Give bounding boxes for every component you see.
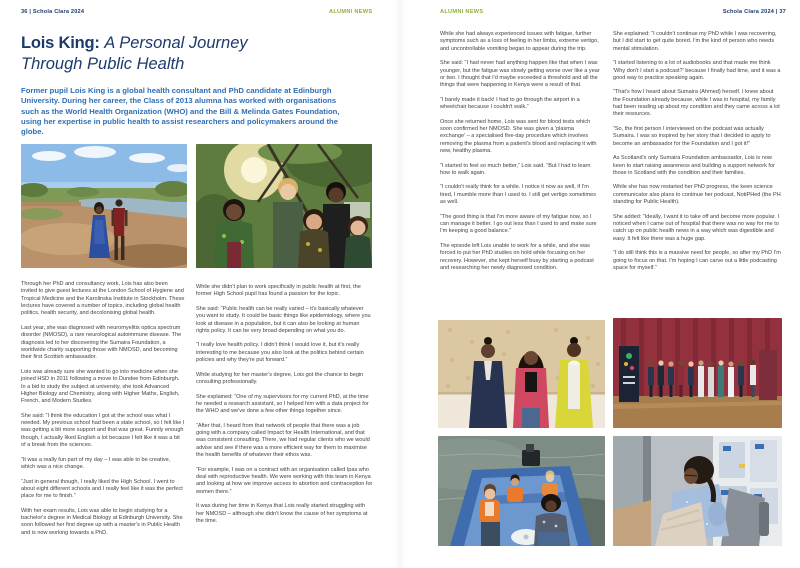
folio-left: 36 | Schola Clara 2024 — [21, 9, 85, 15]
paragraph: While studying for her master's degree, Lois got the chance to begin consulting professionally. — [196, 371, 364, 385]
paragraph: Once she returned home, Lois was sent for blood tests which soon confirmed her NMOSD. She was given a 'plasma exchange' – a specialised five-day procedure which involves removing the plasma from a patient's blood and replacing it with new, healthy plasma. — [440, 118, 597, 155]
photo-friends-art — [196, 144, 372, 268]
photo-kenya — [21, 144, 187, 268]
photo-hospital — [613, 436, 782, 546]
paragraph: Through her PhD and consultancy work, Lois has also been invited to give guest lectures at the London School of Hygiene and Tropical Medicine and the Karolinska Institute in Stockholm. These lectures have covered a number of topics, including global health politics, health security, and decolonising global health. — [21, 281, 185, 317]
article-title — [21, 33, 303, 74]
article-standfirst: Former pupil Lois King is a global health consultant and PhD candidate at Edinburgh University. During her career, the Class of 2013 alumna has worked with organisations such as the World Health Organization (WHO) and the Bill & Melinda Gates Foundation, using her expertise in public health to assist researchers and policymakers around the globe. — [21, 86, 340, 137]
left-column-2 — [196, 284, 373, 532]
article-title-subtitle: A Personal Journey Through Public Health — [21, 34, 248, 73]
photo-boat — [438, 436, 605, 546]
paragraph: “I started listening to a lot of audiobooks and that made me think 'Why don't I start a podcast?' because I finally had time, and it was a good way to practice speaking again. — [613, 60, 781, 81]
photo-hospital-art — [613, 436, 782, 546]
paragraph: While she has now restarted her PhD progress, the keen science communicator also plans to continue her podcast, NotiPHed (the PH standing for Public Health). — [613, 184, 781, 206]
paragraph: “The good thing is that I'm more aware of my fatigue now, so I can manage it better. I go out less than I used to and make sure I'm keeping a good balance.” — [440, 213, 597, 235]
paragraph: “For example, I was on a contract with an organisation called Ipas who deal with reproductive health. We were working with this team in Kenya and looking at how we improve access to abortion and contraception for women there.” — [196, 466, 373, 495]
paragraph: “So, the first person I interviewed on the podcast was actually Sumaira. I was so inspired by her story that I decided to apply to become an ambassador for the Foundation and I got it!” — [613, 126, 771, 147]
paragraph: “I started to feel so much better,” Lois said. “But I had to learn how to walk again. — [440, 162, 591, 176]
paragraph: While she didn't plan to work specifically in public health at first, the former High School pupil has found a passion for the topic. — [196, 284, 361, 298]
paragraph: Last year, she was diagnosed with neuromyelitis optica spectrum disorder (NMOSD), a rare neurological autoimmune disease. The diagnosis led to her discovering the Sumaira Foundation, a worldwide charity supporting those with NMOSD, and becoming their first Scottish ambassador. — [21, 324, 182, 361]
photo-stage-art — [613, 318, 782, 428]
section-label-left: ALUMNI NEWS — [329, 9, 373, 15]
right-column-1 — [440, 31, 600, 279]
right-column-2 — [613, 31, 781, 279]
paragraph: She added: “Ideally, I want it to take off and become more popular. I noticed when I came out of hospital that there was no way for me to catch up on public health news in a way which was digestible and easy. It felt like there was a huge gap. — [613, 213, 779, 242]
article-title-name: Lois King: — [21, 34, 100, 52]
photo-event — [438, 320, 605, 428]
paragraph: She said: “I think the education I got at the school was what I needed. My previous school had been a state school, so I felt like I was getting a bit more support and that was great. Funnily enough though, I actually liked English a lot because I felt like it was a bit of a break from the sciences. — [21, 412, 185, 449]
page-gutter — [394, 0, 406, 568]
paragraph: It was during her time in Kenya that Lois really started struggling with her NMOSD – although she didn't know the cause of her symptoms at the time. — [196, 503, 368, 524]
photo-event-art — [438, 320, 605, 428]
photo-boat-art — [438, 436, 605, 546]
paragraph: The episode left Lois unable to work for a while, and she was forced to put her PhD studies on hold while focusing on her recovery. However, she kept herself busy by starting a podcast and researching her newly diagnosed condition. — [440, 242, 594, 271]
paragraph: As Scotland's only Sumaira Foundation ambassador, Lois is now keen to start raising awareness and building a support network for those in Scotland with the condition and their families. — [613, 155, 775, 176]
paragraph: “I couldn't really think for a while. I notice it now as well, if I'm tired, I mumble more than I used to. I still get vertigo sometimes as well. — [440, 184, 596, 206]
paragraph: “It was a really fun part of my day – I was able to be creative, which was a nice change. — [21, 456, 171, 470]
paragraph: While she had always experienced issues with fatigue, further symptoms such as a loss of feeling in her limbs, extreme vertigo, and uncontrollable vomiting began to appear during the trip. — [440, 31, 599, 52]
paragraph: “I do still think this is a massive need for people, so after my PhD I'm going to focus on that. I'm hoping I can carve out a little podcasting space for myself.” — [613, 250, 781, 271]
paragraph: She said: “Public health can be really varied – it's basically whatever you want to study. It could be basic things like epidemiology, where you look at disease in a population, but it can also be looking at human rights policy. It can be very broad depending on what you do. — [196, 305, 371, 334]
section-label-right: ALUMNI NEWS — [440, 9, 484, 15]
paragraph: She explained: “I couldn't continue my PhD while I was recovering, but I did start to get quite bored. I'm the kind of person who needs mental stimulation. — [613, 31, 777, 52]
paragraph: She said: “I had never had anything happen like that when I was younger, but the fatigue was slowly getting worse over like a year or two. I thought that I'd maybe exceeded a threshold and all the things that were happening in Kenya were a result of that. — [440, 60, 600, 89]
paragraph: “That's how I heard about Sumaira (Ahmed) herself. I knew about the Foundation already because, while I was in hospital, my family had been reading up about my condition and they came across a lot their resources. — [613, 89, 780, 118]
photo-stage — [613, 318, 782, 428]
folio-right: Schola Clara 2024 | 37 — [722, 9, 786, 15]
paragraph: With her exam results, Lois was able to begin studying for a bachelor's degree in Medical Biology at Edinburgh University. She soon followed her first degree up with a master's in Public Health and is now working towards a PhD. — [21, 507, 183, 536]
paragraph: Lois was already sure she wanted to go into medicine when she joined HSD in 2011 following a move to Dundee from Edinburgh. In a bid to study the subject at university, she took Advanced Higher Biology and Chemistry, along with Higher Maths, English, French, and Modern Studies. — [21, 368, 180, 405]
photo-friends — [196, 144, 372, 268]
paragraph: She explained: “One of my supervisors for my current PhD, at the time he needed a research assistant, so I helped him with a data project for the WHO and we've done a few other things together since. — [196, 393, 369, 415]
left-column-1 — [21, 281, 185, 544]
photo-kenya-art — [21, 144, 187, 268]
paragraph: “I barely made it back! I had to go through the airport in a wheelchair because I couldn't walk.” — [440, 96, 580, 111]
paragraph: “Just in general though, I really liked the High School. I went to about eight different schools and I really feel like it was the perfect place for me to finish.” — [21, 478, 183, 500]
paragraph: “I really love health policy. I didn't think I would love it, but it's really interesting to me because you also look at the politics behind certain policies and why they're put forward.” — [196, 342, 364, 364]
paragraph: “After that, I heard from that network of people that there was a job going with a company called Impact for Health International, and that was consistent consulting. There, we had regular clients who we would advise and see if there was a more efficient way for them to maximise the health benefits of whatever their ethos was. — [196, 422, 370, 459]
